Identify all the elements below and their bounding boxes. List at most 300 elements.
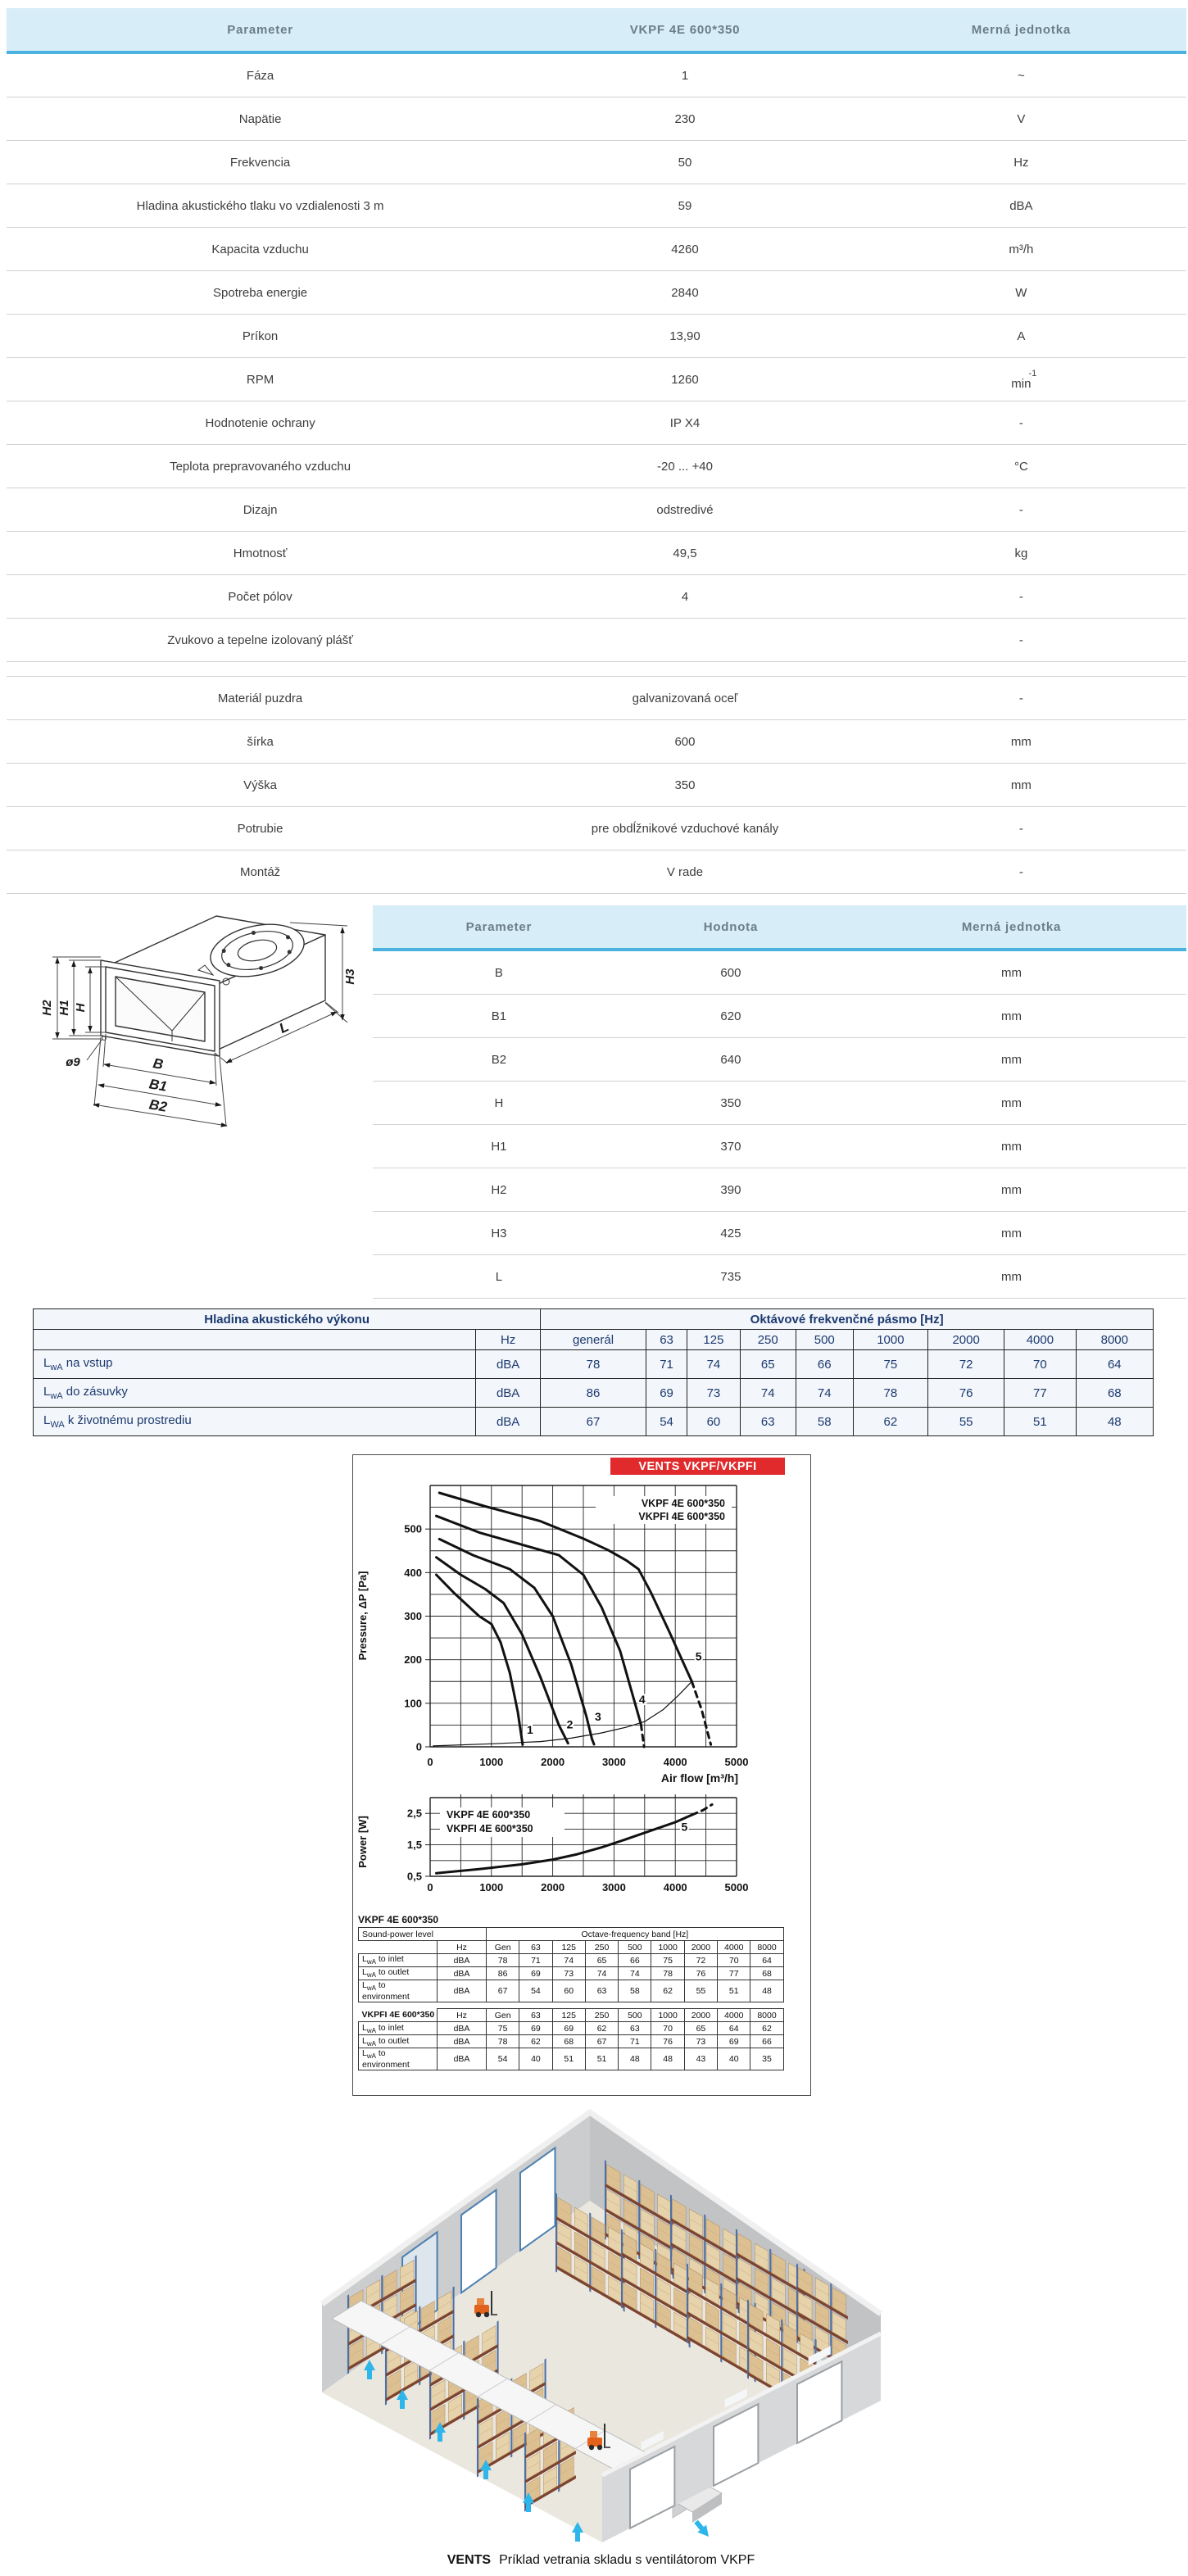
sound-row-unit: dBA xyxy=(438,1980,487,2002)
unit-value: V xyxy=(1017,111,1026,126)
dim-name: H xyxy=(494,1095,504,1110)
table-row xyxy=(373,1082,1186,1125)
dim-unit: mm xyxy=(1000,1139,1022,1154)
spec-table-header xyxy=(7,8,1186,54)
band-header: 1000 xyxy=(651,2009,684,2022)
dim-value: 735 xyxy=(720,1269,741,1284)
sound-value: 78 xyxy=(651,1967,684,1980)
svg-text:2000: 2000 xyxy=(541,1881,565,1893)
band-header: 500 xyxy=(796,1330,853,1350)
dim-label-h2: H2 xyxy=(40,1000,54,1016)
dim-label-d9: ø9 xyxy=(66,1055,80,1069)
param-label: Potrubie xyxy=(237,821,283,836)
table-row xyxy=(373,1168,1186,1212)
acoustic-value: 48 xyxy=(1076,1408,1153,1436)
dim-name: B xyxy=(494,965,503,980)
svg-text:2,5: 2,5 xyxy=(406,1807,422,1820)
param-unit xyxy=(856,155,1186,170)
dim-label-h3: H3 xyxy=(343,968,357,985)
col-header-unit: Merná jednotka xyxy=(971,22,1071,37)
table-row xyxy=(7,228,1186,271)
table-row xyxy=(7,315,1186,358)
acoustic-value: 67 xyxy=(541,1408,646,1436)
dim-label-b1: B1 xyxy=(147,1076,169,1095)
sound-data-row xyxy=(359,2035,784,2048)
sound-value: 40 xyxy=(519,2048,552,2070)
svg-text:1000: 1000 xyxy=(479,1756,504,1768)
param-value: 13,90 xyxy=(669,329,701,343)
param-unit xyxy=(856,459,1186,474)
unit-value: W xyxy=(1015,285,1027,300)
acoustic-value: 70 xyxy=(1004,1350,1076,1379)
table-row xyxy=(7,720,1186,764)
acoustic-value: 73 xyxy=(687,1379,740,1408)
table-row xyxy=(7,575,1186,619)
spec-table-body-housing xyxy=(7,677,1186,894)
unit-col-header: Hz xyxy=(475,1330,540,1350)
acoustic-header-row xyxy=(34,1309,1154,1330)
band-header: 8000 xyxy=(1076,1330,1153,1350)
sound-value: 77 xyxy=(718,1967,750,1980)
band-header: 63 xyxy=(519,1941,552,1954)
band-header: 250 xyxy=(585,1941,618,1954)
svg-text:3000: 3000 xyxy=(601,1756,626,1768)
sound-row-label: $L_{wA}$ to outlet xyxy=(359,1967,438,1980)
svg-text:2000: 2000 xyxy=(541,1756,565,1768)
acoustic-row-label: $L_{wA}$ do zásuvky xyxy=(34,1379,476,1408)
col-header-parameter: Parameter xyxy=(227,22,293,37)
acoustic-value: 71 xyxy=(646,1350,687,1379)
param-unit xyxy=(856,691,1186,706)
pressure-chart xyxy=(353,1460,810,1788)
sound-row-label: $L_{wA}$ to outlet xyxy=(359,2035,438,2048)
svg-text:0,5: 0,5 xyxy=(406,1870,422,1883)
param-label: Hmotnosť xyxy=(233,546,288,560)
dimensions-table-body xyxy=(373,951,1186,1299)
dim-label-l: L xyxy=(276,1018,292,1036)
sound-table2-title: VKPFI 4E 600*350 xyxy=(361,2010,435,2020)
svg-text:VKPF 4E 600*350: VKPF 4E 600*350 xyxy=(641,1498,725,1509)
param-value: V rade xyxy=(666,864,704,879)
sound-value: 69 xyxy=(552,2022,585,2035)
sound-data-row xyxy=(359,1980,784,2002)
band-header: 1000 xyxy=(853,1330,928,1350)
param-unit xyxy=(856,368,1186,392)
acoustic-band-title: Oktávové frekvenčné pásmo [Hz] xyxy=(541,1309,1154,1330)
sound-value: 76 xyxy=(684,1967,717,1980)
sound-row-label: $L_{wA}$ to inlet xyxy=(359,2022,438,2035)
acoustic-body xyxy=(34,1350,1154,1436)
band-header: 4000 xyxy=(1004,1330,1076,1350)
band-header: 63 xyxy=(646,1330,687,1350)
corner-label: Sound-power level xyxy=(359,1928,487,1941)
param-label: Výška xyxy=(243,778,278,792)
table-row xyxy=(7,677,1186,720)
param-unit xyxy=(856,778,1186,793)
sound-value: 74 xyxy=(619,1967,651,1980)
band-header-label: Octave-frequency band [Hz] xyxy=(487,1928,784,1941)
dim-name: H2 xyxy=(491,1182,507,1197)
param-value: -20 ... +40 xyxy=(657,459,713,474)
band-header: generál xyxy=(541,1330,646,1350)
param-unit xyxy=(856,633,1186,648)
sound-value: 69 xyxy=(519,2022,552,2035)
param-label: šírka xyxy=(247,734,274,749)
band-header: 500 xyxy=(619,1941,651,1954)
acoustic-value: 74 xyxy=(687,1350,740,1379)
svg-text:5: 5 xyxy=(681,1820,688,1834)
band-header: 8000 xyxy=(750,1941,783,1954)
sound-row-label: $L_{wA}$ to inlet xyxy=(359,1954,438,1967)
empty-cell xyxy=(34,1330,476,1350)
param-unit xyxy=(856,821,1186,837)
unit-value: mm xyxy=(1010,734,1032,749)
sound-value: 72 xyxy=(684,1954,717,1967)
sound-value: 48 xyxy=(619,2048,651,2070)
table-row xyxy=(7,532,1186,575)
param-value: IP X4 xyxy=(669,415,701,430)
dim-value: 425 xyxy=(720,1226,741,1240)
param-value: 4260 xyxy=(671,242,699,256)
dim-label-b: B xyxy=(152,1055,165,1073)
param-value: 1 xyxy=(681,68,689,83)
param-label: Zvukovo a tepelne izolovaný plášť xyxy=(167,633,353,647)
svg-text:4000: 4000 xyxy=(663,1881,687,1893)
acoustic-value: 54 xyxy=(646,1408,687,1436)
dim-name: B1 xyxy=(491,1009,507,1023)
svg-text:1: 1 xyxy=(527,1723,533,1737)
sound-value: 40 xyxy=(718,2048,750,2070)
table-row xyxy=(7,445,1186,488)
sound-value: 58 xyxy=(619,1980,651,2002)
brand-banner: VENTS VKPF/VKPFI xyxy=(610,1458,785,1475)
unit-value: - xyxy=(1018,415,1023,430)
svg-text:400: 400 xyxy=(404,1566,422,1579)
sound-value: 71 xyxy=(519,1954,552,1967)
table-row xyxy=(373,1038,1186,1082)
sound-table1-title: VKPF 4E 600*350 xyxy=(358,1914,439,1925)
param-value: 350 xyxy=(674,778,696,792)
table-row xyxy=(7,401,1186,445)
sound-row-label: $L_{wA}$ to environment xyxy=(359,2048,438,2070)
sound-value: 51 xyxy=(718,1980,750,2002)
acoustic-value: 72 xyxy=(928,1350,1004,1379)
sound-value: 73 xyxy=(684,2035,717,2048)
sound-value: 68 xyxy=(750,1967,783,1980)
param-unit xyxy=(856,502,1186,518)
dim-unit: mm xyxy=(1000,1226,1022,1240)
band-header: 500 xyxy=(619,2009,651,2022)
sound-value: 75 xyxy=(651,1954,684,1967)
sound-value: 68 xyxy=(552,2035,585,2048)
table-row xyxy=(373,951,1186,995)
table-row xyxy=(7,764,1186,807)
sound-table-body xyxy=(359,1954,784,2002)
dim-unit: mm xyxy=(1000,1269,1022,1284)
param-unit xyxy=(856,242,1186,257)
sound-value: 64 xyxy=(718,2022,750,2035)
svg-text:Power [W]: Power [W] xyxy=(356,1816,369,1868)
table-row xyxy=(373,1255,1186,1299)
table-row xyxy=(7,141,1186,184)
sound-value: 62 xyxy=(585,2022,618,2035)
param-unit xyxy=(856,198,1186,214)
caption-brand: VENTS xyxy=(447,2553,492,2567)
band-header: 250 xyxy=(740,1330,796,1350)
param-value: pre obdĺžnikové vzduchové kanály xyxy=(591,821,779,836)
dim-label-h: H xyxy=(74,1003,88,1013)
param-label: Hladina akustického tlaku vo vzdialenosti 3 m xyxy=(136,198,384,213)
table-row xyxy=(7,488,1186,532)
svg-text:200: 200 xyxy=(404,1653,422,1667)
acoustic-value: 51 xyxy=(1004,1408,1076,1436)
unit-value: min xyxy=(1011,376,1032,391)
spec-table-body-main xyxy=(7,54,1186,662)
param-value: 1260 xyxy=(671,372,699,387)
param-unit xyxy=(856,734,1186,750)
col-header-unit: Merná jednotka xyxy=(961,919,1062,934)
unit-value: Hz xyxy=(1013,155,1029,170)
param-unit xyxy=(856,415,1186,431)
acoustic-data-row xyxy=(34,1379,1154,1408)
param-label: RPM xyxy=(246,372,274,387)
svg-text:2: 2 xyxy=(566,1717,574,1731)
sound-value: 70 xyxy=(651,2022,684,2035)
param-label: Teplota prepravovaného vzduchu xyxy=(170,459,351,474)
sound-value: 67 xyxy=(487,1980,519,2002)
unit-value: kg xyxy=(1014,546,1028,560)
sound-value: 75 xyxy=(487,2022,519,2035)
sound-value: 78 xyxy=(487,2035,519,2048)
unit-value: °C xyxy=(1013,459,1028,474)
param-label: Napätie xyxy=(238,111,282,126)
sound-data-row xyxy=(359,1954,784,1967)
sound-value: 74 xyxy=(585,1967,618,1980)
param-value: 600 xyxy=(674,734,696,749)
unit-value: - xyxy=(1018,691,1023,705)
unit-value: ~ xyxy=(1017,68,1025,83)
param-label: Príkon xyxy=(242,329,279,343)
sound-band-row xyxy=(359,2009,784,2022)
acoustic-row-unit: dBA xyxy=(475,1379,540,1408)
svg-text:100: 100 xyxy=(404,1697,422,1710)
param-value: odstredivé xyxy=(656,502,714,517)
table-row xyxy=(7,850,1186,894)
sound-value: 62 xyxy=(651,1980,684,2002)
dim-value: 600 xyxy=(720,965,741,980)
sound-row-unit: dBA xyxy=(438,1967,487,1980)
sound-value: 64 xyxy=(750,1954,783,1967)
param-unit xyxy=(856,111,1186,127)
unit-value: - xyxy=(1018,864,1023,879)
table-row xyxy=(7,807,1186,850)
acoustic-value: 86 xyxy=(541,1379,646,1408)
dim-name: B2 xyxy=(491,1052,507,1067)
caption-text: Príklad vetrania skladu s ventilátorom VKPF xyxy=(499,2553,755,2567)
sound-value: 51 xyxy=(585,2048,618,2070)
dim-name: H3 xyxy=(491,1226,507,1240)
acoustic-title: Hladina akustického výkonu xyxy=(34,1309,541,1330)
band-header: 125 xyxy=(552,1941,585,1954)
warehouse-illustration xyxy=(317,2099,885,2547)
param-unit xyxy=(856,285,1186,301)
sound-value: 35 xyxy=(750,2048,783,2070)
acoustic-value: 74 xyxy=(796,1379,853,1408)
unit-value: - xyxy=(1018,589,1023,604)
sound-header-row xyxy=(359,1928,784,1941)
sound-value: 73 xyxy=(552,1967,585,1980)
param-value xyxy=(514,638,856,642)
dim-unit: mm xyxy=(1000,1052,1022,1067)
sound-value: 66 xyxy=(750,2035,783,2048)
sound-value: 54 xyxy=(519,1980,552,2002)
band-header: 2000 xyxy=(684,2009,717,2022)
dim-unit: mm xyxy=(1000,1095,1022,1110)
svg-text:5000: 5000 xyxy=(724,1881,749,1893)
sound-data-row xyxy=(359,1967,784,1980)
dim-value: 620 xyxy=(720,1009,741,1023)
sound-value: 48 xyxy=(750,1980,783,2002)
svg-text:3: 3 xyxy=(595,1710,601,1724)
table-row xyxy=(7,271,1186,315)
svg-text:Pressure, ΔP [Pa]: Pressure, ΔP [Pa] xyxy=(356,1571,369,1661)
band-header: Gen xyxy=(487,1941,519,1954)
acoustic-row-label: $L_{wA}$ na vstup xyxy=(34,1350,476,1379)
sound-value: 48 xyxy=(651,2048,684,2070)
svg-text:0: 0 xyxy=(427,1756,433,1768)
sound-value: 62 xyxy=(519,2035,552,2048)
dimension-drawing xyxy=(11,908,362,1139)
sound-value: 62 xyxy=(750,2022,783,2035)
acoustic-value: 68 xyxy=(1076,1379,1153,1408)
unit-exponent: -1 xyxy=(1028,368,1037,379)
svg-text:3000: 3000 xyxy=(601,1881,626,1893)
table-row xyxy=(7,619,1186,662)
param-value: 230 xyxy=(674,111,696,126)
band-header: 2000 xyxy=(928,1330,1004,1350)
sound-value: 69 xyxy=(519,1967,552,1980)
svg-text:4000: 4000 xyxy=(663,1756,687,1768)
table-row xyxy=(373,995,1186,1038)
acoustic-value: 74 xyxy=(740,1379,796,1408)
unit-value: - xyxy=(1018,502,1023,517)
param-label: Počet pólov xyxy=(228,589,292,604)
sound-row-unit: dBA xyxy=(438,1954,487,1967)
unit-value: dBA xyxy=(1009,198,1033,213)
param-value: 4 xyxy=(681,589,689,604)
sound-value: 63 xyxy=(619,2022,651,2035)
param-value: 49,5 xyxy=(673,546,697,560)
svg-text:VKPFI 4E 600*350: VKPFI 4E 600*350 xyxy=(447,1823,533,1834)
col-header-parameter: Parameter xyxy=(465,919,533,934)
power-chart xyxy=(353,1788,810,1896)
table-row xyxy=(7,358,1186,401)
band-header: 4000 xyxy=(718,2009,750,2022)
acoustic-value: 66 xyxy=(796,1350,853,1379)
acoustic-value: 78 xyxy=(853,1379,928,1408)
sound-value: 63 xyxy=(585,1980,618,2002)
dim-unit: mm xyxy=(1000,965,1022,980)
svg-text:0: 0 xyxy=(427,1881,433,1893)
acoustic-value: 69 xyxy=(646,1379,687,1408)
svg-text:4: 4 xyxy=(638,1692,646,1706)
acoustic-band-row xyxy=(34,1330,1154,1350)
sound-data-row xyxy=(359,2048,784,2070)
acoustic-value: 65 xyxy=(740,1350,796,1379)
band-header: 125 xyxy=(687,1330,740,1350)
param-label: Dizajn xyxy=(243,502,278,517)
sound-data-row xyxy=(359,2022,784,2035)
spec-table xyxy=(7,8,1186,894)
param-value: 59 xyxy=(678,198,692,213)
dimensions-table xyxy=(373,905,1186,1299)
acoustic-value: 76 xyxy=(928,1379,1004,1408)
band-header: 250 xyxy=(585,2009,618,2022)
dim-value: 350 xyxy=(720,1095,741,1110)
unit-col-header: Hz xyxy=(438,2009,487,2022)
table-row xyxy=(7,184,1186,228)
acoustic-row-label: $L_{WA}$ k životnému prostrediu xyxy=(34,1408,476,1436)
svg-text:0: 0 xyxy=(415,1740,422,1753)
table-row xyxy=(373,1212,1186,1255)
svg-text:500: 500 xyxy=(404,1522,422,1535)
band-header: 2000 xyxy=(684,1941,717,1954)
svg-text:VKPF 4E 600*350: VKPF 4E 600*350 xyxy=(447,1809,531,1821)
band-header: 1000 xyxy=(651,1941,684,1954)
sound-value: 70 xyxy=(718,1954,750,1967)
sound-value: 69 xyxy=(718,2035,750,2048)
dim-label-b2: B2 xyxy=(147,1096,169,1115)
svg-text:300: 300 xyxy=(404,1610,422,1622)
sound-row-unit: dBA xyxy=(438,2035,487,2048)
section-divider xyxy=(7,662,1186,677)
dim-name: L xyxy=(495,1269,503,1284)
svg-text:1,5: 1,5 xyxy=(406,1839,422,1852)
param-value: 2840 xyxy=(671,285,699,300)
param-value: 50 xyxy=(678,155,692,170)
sound-value: 55 xyxy=(684,1980,717,2002)
param-unit xyxy=(856,329,1186,344)
unit-value: A xyxy=(1017,329,1026,343)
col-header-model: VKPF 4E 600*350 xyxy=(629,22,741,37)
acoustic-value: 58 xyxy=(796,1408,853,1436)
band-header: 4000 xyxy=(718,1941,750,1954)
unit-value: mm xyxy=(1010,778,1032,792)
svg-text:5: 5 xyxy=(695,1649,702,1663)
acoustic-value: 78 xyxy=(541,1350,646,1379)
empty-cell xyxy=(359,1941,438,1954)
dim-unit: mm xyxy=(1000,1182,1022,1197)
param-label: Materiál puzdra xyxy=(217,691,303,705)
param-unit xyxy=(856,68,1186,84)
dim-label-h1: H1 xyxy=(57,1000,71,1016)
sound-row-unit: dBA xyxy=(438,2048,487,2070)
dim-value: 370 xyxy=(720,1139,741,1154)
dim-name: H1 xyxy=(491,1139,507,1154)
param-label: Montáž xyxy=(239,864,281,879)
acoustic-value: 77 xyxy=(1004,1379,1076,1408)
svg-text:VKPFI 4E 600*350: VKPFI 4E 600*350 xyxy=(638,1511,725,1522)
svg-text:5000: 5000 xyxy=(724,1756,749,1768)
band-header: 8000 xyxy=(750,2009,783,2022)
param-label: Fáza xyxy=(246,68,274,83)
svg-text:Air flow [m³/h]: Air flow [m³/h] xyxy=(660,1771,738,1785)
sound-value: 54 xyxy=(487,2048,519,2070)
dim-value: 390 xyxy=(720,1182,741,1197)
param-label: Spotreba energie xyxy=(213,285,308,300)
svg-text:1000: 1000 xyxy=(479,1881,504,1893)
band-header: Gen xyxy=(487,2009,519,2022)
